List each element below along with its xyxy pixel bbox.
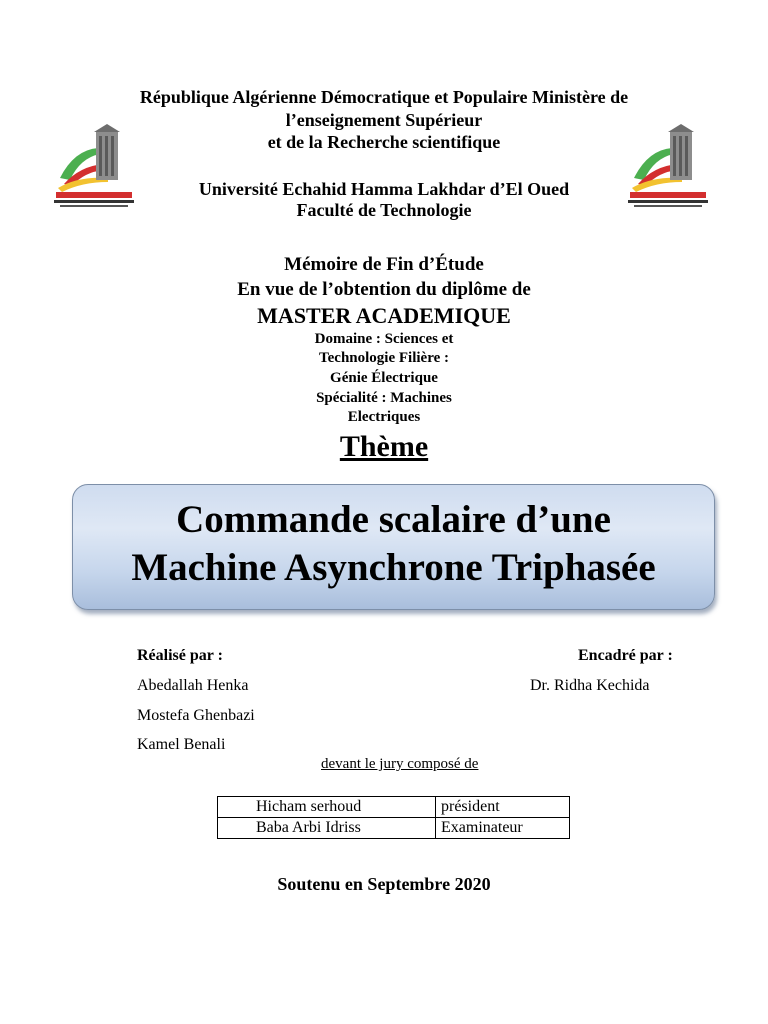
memoire-line-2: En vue de l’obtention du diplôme de [237, 279, 531, 300]
header-line-3: et de la Recherche scientifique [267, 132, 501, 152]
jury-member-name: Baba Arbi Idriss [218, 818, 436, 839]
university-name: Université Echahid Hamma Lakhdar d’El Oued [198, 179, 570, 199]
detail-line: Génie Électrique [330, 370, 438, 386]
detail-line: Electriques [347, 409, 421, 425]
authors-label: Réalisé par : [137, 647, 223, 664]
detail-line: Domaine : Sciences et [314, 331, 454, 347]
jury-member-name: Hicham serhoud [218, 797, 436, 818]
detail-line: Spécialité : Machines [316, 390, 452, 406]
theme-title-line-1: Commande scalaire d’une [176, 498, 611, 541]
header-line-2: l’enseignement Supérieur [285, 110, 483, 130]
supervisor-name: Dr. Ridha Kechida [530, 677, 650, 694]
theme-title-line-2: Machine Asynchrone Triphasée [131, 546, 656, 589]
degree-title: MASTER ACADEMIQUE [257, 303, 511, 328]
memoire-line-1: Mémoire de Fin d’Étude [284, 254, 484, 275]
jury-caption: devant le jury composé de [321, 756, 479, 772]
table-row [218, 797, 570, 818]
supervisor-label: Encadré par : [578, 647, 673, 664]
theme-title-box [72, 484, 715, 610]
theme-label: Thème [339, 430, 429, 463]
detail-line: Technologie Filière : [319, 350, 449, 366]
author-name: Mostefa Ghenbazi [137, 707, 255, 724]
table-row [218, 818, 570, 839]
header-line-1: République Algérienne Démocratique et Populaire Ministère de [139, 87, 629, 107]
author-name: Kamel Benali [137, 736, 226, 753]
jury-table [217, 796, 570, 839]
author-name: Abedallah Henka [137, 677, 249, 694]
jury-member-role: président [436, 797, 570, 818]
jury-member-role: Examinateur [436, 818, 570, 839]
faculty-name: Faculté de Technologie [296, 200, 472, 220]
defense-date: Soutenu en Septembre 2020 [277, 874, 491, 894]
